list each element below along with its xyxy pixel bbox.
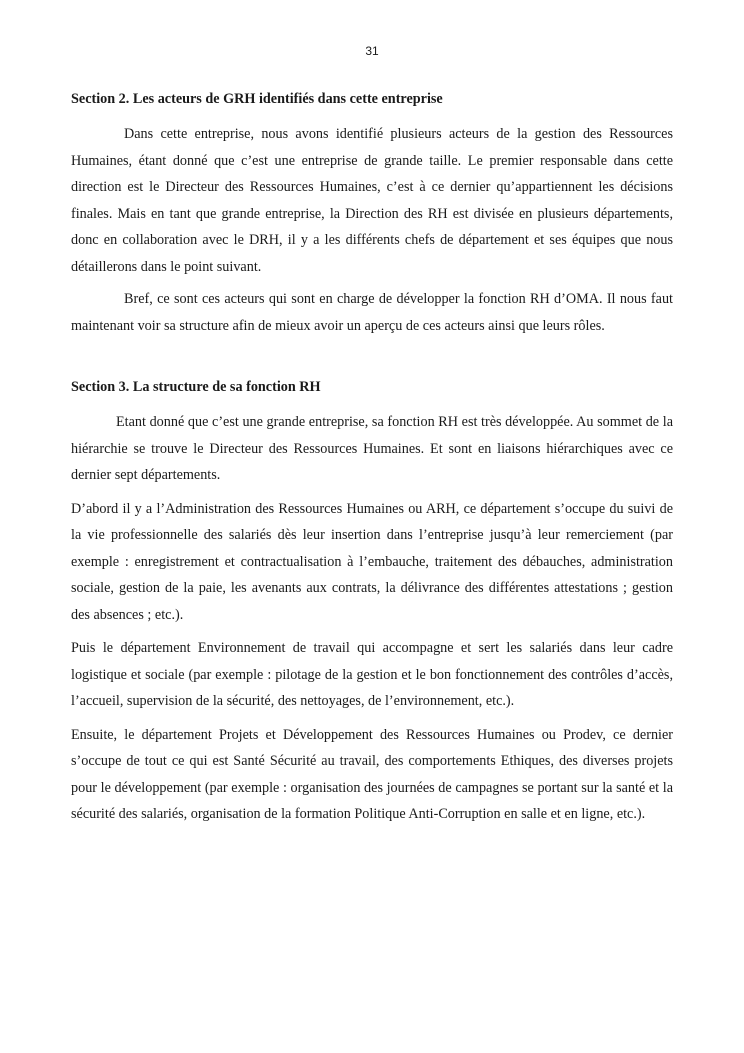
section-2-paragraph: Dans cette entreprise, nous avons identifié plusieurs acteurs de la gestion des Ressources Humaines, étant donné que c’est une entreprise de grande taille. Le premier responsable dans cette direction est le Directeur des Ressources Humaines, c’est à ce dernier qu’appartiennent les décisions finales. Mais en tant que grande entreprise, la Direction des RH est divisée en plusieurs départements, donc en collaboration avec le DRH, il y a les différents chefs de département et ses équipes que nous détaillerons dans le point suivant. xyxy=(71,126,673,275)
section-2-paragraph: Bref, ce sont ces acteurs qui sont en charge de développer la fonction RH d’OMA. Il nous faut maintenant voir sa structure afin de mieux avoir un aperçu de ces acteurs ainsi que leurs rôles. xyxy=(71,291,673,334)
section-3-heading: Section 3. La structure de sa fonction RH xyxy=(71,379,321,395)
page-content xyxy=(71,86,673,828)
section-3-paragraph: Puis le département Environnement de travail qui accompagne et sert les salariés dans leur cadre logistique et sociale (par exemple : pilotage de la gestion et le bon fonctionnement des contrôles d’accès, l’accueil, supervision de la sécurité, des nettoyages, de l’environnement, etc.). xyxy=(71,640,673,709)
section-2-heading: Section 2. Les acteurs de GRH identifiés dans cette entreprise xyxy=(71,91,443,107)
page-number: 31 xyxy=(365,44,379,58)
section-3-paragraph: Etant donné que c’est une grande entreprise, sa fonction RH est très développée. Au sommet de la hiérarchie se trouve le Directeur des Ressources Humaines. Et sont en liaisons hiérarchiques avec ce dernier sept départements. xyxy=(71,414,673,483)
section-3-paragraph: D’abord il y a l’Administration des Ressources Humaines ou ARH, ce département s’occupe du suivi de la vie professionnelle des salariés dès leur insertion dans l’entreprise jusqu’à leur remerciement (par exemple : enregistrement et contractualisation à l’embauche, traitement des débauches, administration sociale, gestion de la paie, les avenants aux contrats, la délivrance des différentes attestations ; gestion des absences ; etc.). xyxy=(71,500,673,623)
section-3-paragraph: Ensuite, le département Projets et Développement des Ressources Humaines ou Prodev, ce dernier s’occupe de tout ce qui est Santé Sécurité au travail, des comportements Ethiques, des diverses projets pour le développement (par exemple : organisation des journées de campagnes se portant sur la santé et la sécurité des salariés, organisation de la formation Politique Anti-Corruption en salle et en ligne, etc.). xyxy=(71,726,673,822)
